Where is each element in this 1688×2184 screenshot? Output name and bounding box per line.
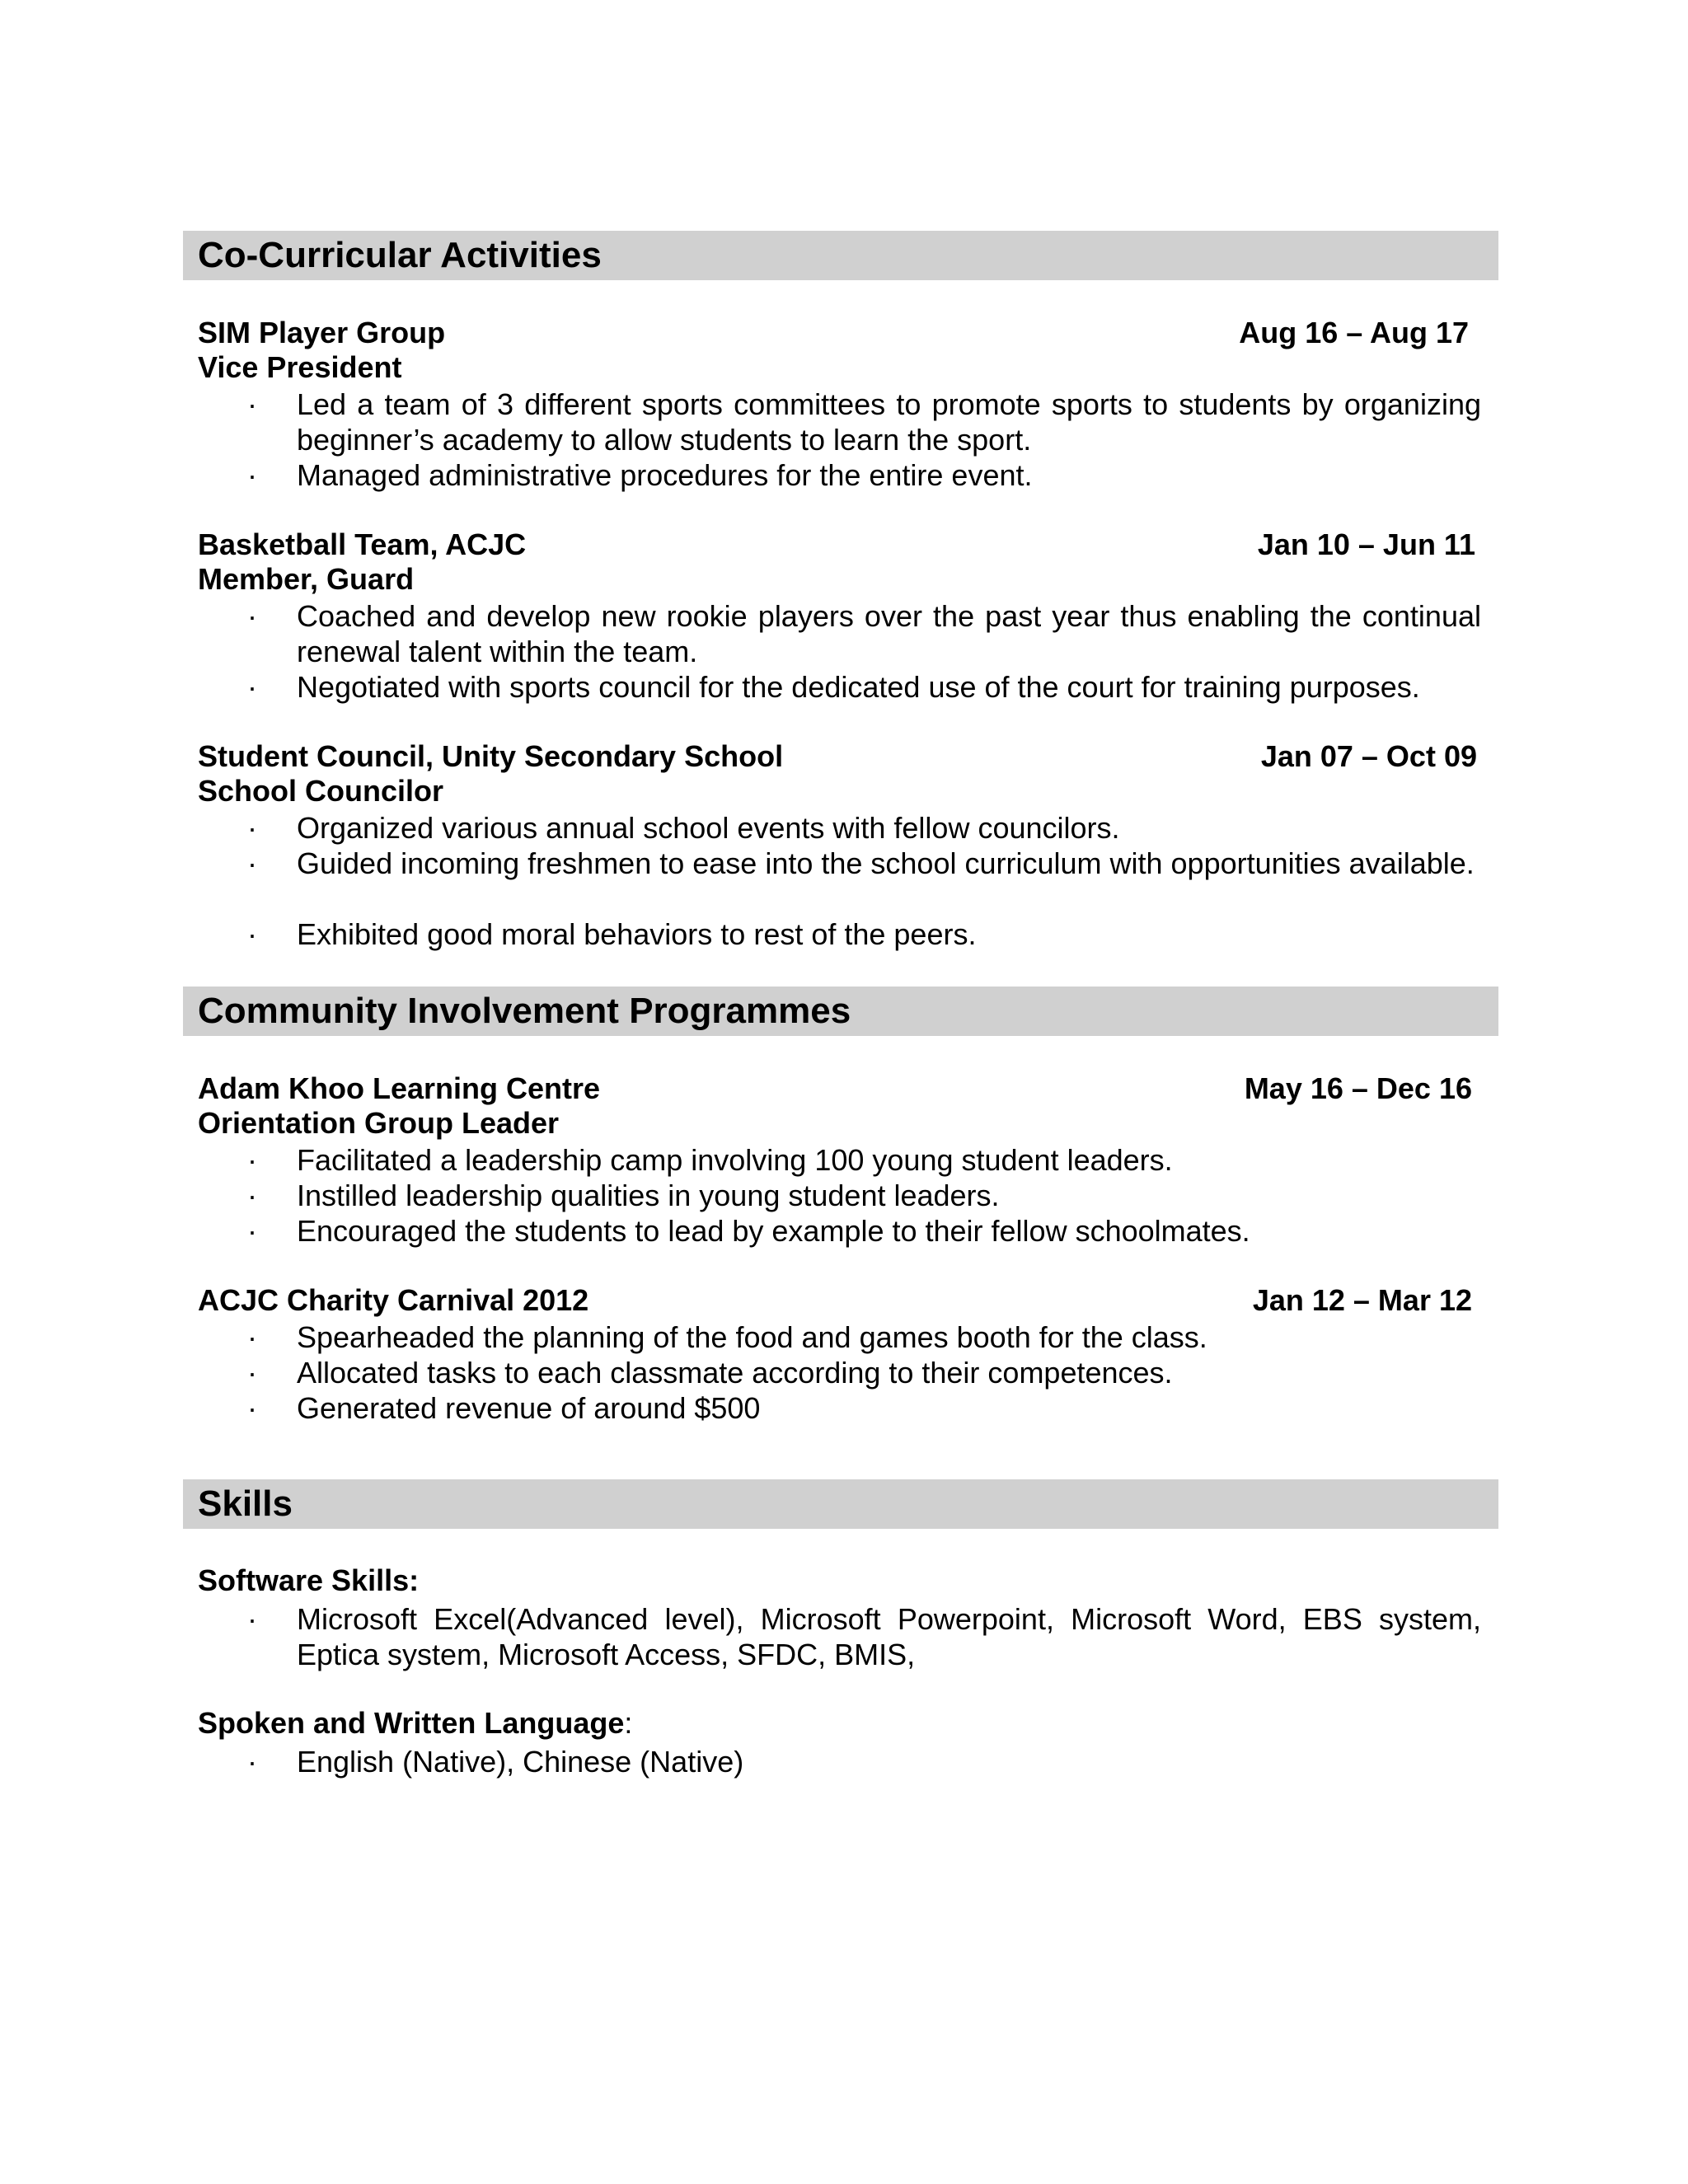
list-item-text: Instilled leadership qualities in young student leaders.: [297, 1179, 1000, 1212]
entry-dates: May 16 – Dec 16: [1244, 1071, 1472, 1105]
list-item-text: Spearheaded the planning of the food and games booth for the class.: [297, 1320, 1207, 1354]
list-item-text: Generated revenue of around $500: [297, 1391, 761, 1425]
list-item-text: Facilitated a leadership camp involving 100 young student leaders.: [297, 1143, 1173, 1177]
entry-org: Student Council, Unity Secondary School: [198, 739, 784, 773]
section-title: Co-Curricular Activities: [198, 235, 602, 275]
list-item-text: Exhibited good moral behaviors to rest of the peers.: [297, 917, 977, 951]
list-item-text: Managed administrative procedures for the entire event.: [297, 458, 1033, 492]
list-item-text: Coached and develop new rookie players over the past year thus enabling the continual renewal talent within the team.: [297, 599, 1481, 668]
bullet-icon: ·: [247, 917, 257, 951]
entry-org: ACJC Charity Carnival 2012: [198, 1283, 589, 1317]
list-item-text: Organized various annual school events with fellow councilors.: [297, 811, 1120, 845]
bullet-icon: ·: [247, 1391, 257, 1425]
bullet-icon: ·: [247, 1320, 257, 1354]
list-item-text: Allocated tasks to each classmate according to their competences.: [297, 1356, 1173, 1390]
list-item-text: English (Native), Chinese (Native): [297, 1745, 744, 1779]
bullet-icon: ·: [247, 1356, 257, 1390]
list-item-text: Negotiated with sports council for the dedicated use of the court for training purposes.: [297, 670, 1420, 704]
language-heading-text: Spoken and Written Language: [198, 1706, 625, 1740]
bullet-icon: ·: [247, 1179, 257, 1212]
entry-org: Adam Khoo Learning Centre: [198, 1071, 601, 1105]
entry-org: SIM Player Group: [198, 316, 446, 349]
bullet-icon: ·: [247, 458, 257, 492]
list-item-text: Guided incoming freshmen to ease into the school curriculum with opportunities available.: [297, 846, 1475, 880]
entry-role: Member, Guard: [198, 562, 415, 596]
bullet-icon: ·: [247, 1602, 257, 1636]
section-title: Community Involvement Programmes: [198, 991, 851, 1031]
bullet-icon: ·: [247, 1214, 257, 1248]
list-item-text: Microsoft Excel(Advanced level), Microsoft Powerpoint, Microsoft Word, EBS system, Eptica system, Microsoft Access, SFDC, BMIS,: [297, 1602, 1481, 1671]
section-header-community: [183, 987, 1498, 1036]
section-title: Skills: [198, 1483, 293, 1524]
bullet-icon: ·: [247, 670, 257, 704]
language-heading: [198, 1706, 1481, 1741]
software-skills-heading: Software Skills:: [198, 1563, 420, 1597]
bullet-icon: ·: [247, 846, 257, 880]
entry-org: Basketball Team, ACJC: [198, 527, 527, 561]
bullet-icon: ·: [247, 1745, 257, 1779]
entry-dates: Jan 07 – Oct 09: [1260, 739, 1477, 773]
entry-dates: Jan 12 – Mar 12: [1252, 1283, 1472, 1317]
bullet-icon: ·: [247, 599, 257, 633]
bullet-icon: ·: [247, 811, 257, 845]
entry-dates: Jan 10 – Jun 11: [1257, 527, 1475, 561]
list-item-text: Encouraged the students to lead by example to their fellow schoolmates.: [297, 1214, 1250, 1248]
entry-dates: Aug 16 – Aug 17: [1239, 316, 1469, 349]
entry-role: School Councilor: [198, 774, 444, 808]
bullet-icon: ·: [247, 387, 257, 421]
entry-role: Vice President: [198, 350, 402, 384]
bullet-icon: ·: [247, 1143, 257, 1177]
language-heading-colon: :: [624, 1706, 633, 1740]
section-header-skills: [183, 1479, 1498, 1529]
entry-role: Orientation Group Leader: [198, 1106, 560, 1140]
section-header-cca: [183, 231, 1498, 280]
list-item-text: Led a team of 3 different sports committees to promote sports to students by organizing beginner’s academy to allow students to learn the sport.: [297, 387, 1481, 457]
